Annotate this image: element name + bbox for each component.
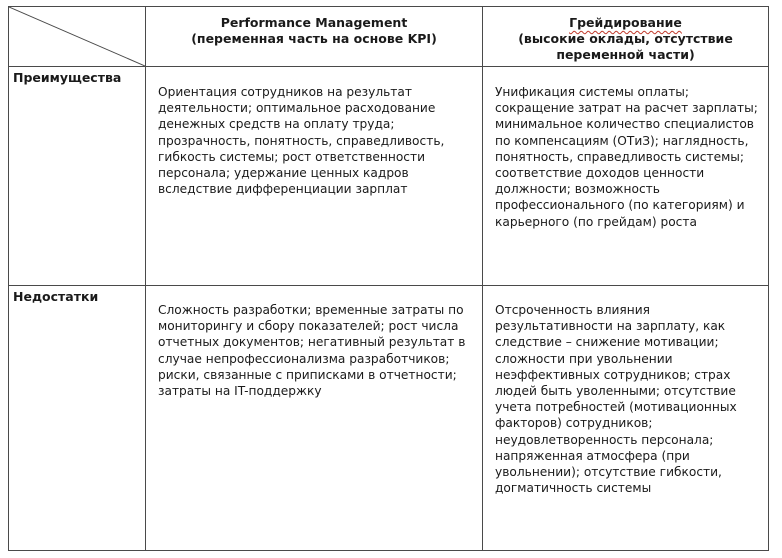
header-row (9, 7, 769, 67)
comparison-table (8, 6, 769, 551)
table-cell: Унификация системы оплаты; сокращение затрат на расчет зарплаты; минимальное количество специалистов по компенсациям (ОТиЗ); наглядность, понятность, справедливость системы; соответствие доходов ценности должности; возможность профессионального (по категориям) и карьерного (по грейдам) роста (483, 67, 769, 286)
column-header-performance-management (146, 7, 483, 67)
diagonal-line (9, 7, 145, 66)
diagonal-corner-cell (9, 7, 146, 67)
column-title: Грейдирование (569, 15, 682, 30)
comparison-table-frame (8, 6, 768, 550)
column-subtitle: (высокие оклады, отсутствие переменной части) (518, 31, 733, 62)
table-cell: Ориентация сотрудников на результат деятельности; оптимальное расходование денежных средств на оплату труда; прозрачность, понятность, справедливость, гибкость системы; рост ответственности персонала; удержание ценных кадров вследствие дифференциации зарплат (146, 67, 483, 286)
table-row-disadvantages (9, 286, 769, 551)
row-label: Преимущества (9, 67, 146, 286)
table-row-advantages (9, 67, 769, 286)
column-title: Performance Management (220, 15, 408, 30)
column-header-grading (483, 7, 769, 67)
table-cell: Сложность разработки; временные затраты по мониторингу и сбору показателей; рост числа отчетных документов; негативный результат в случае непрофессионализма разработчиков; риски, связанные с приписками в отчетности; затраты на IT-поддержку (146, 286, 483, 551)
column-subtitle: (переменная часть на основе KPI) (191, 31, 437, 46)
row-label: Недостатки (9, 286, 146, 551)
table-cell: Отсроченность влияния результативности на зарплату, как следствие – снижение мотивации; сложности при увольнении неэффективных сотрудников; страх людей быть уволенными; отсутствие учета потребностей (мотивационных факторов) сотрудников; неудовлетворенность персонала; напряженная атмосфера (при увольнении); отсутствие гибкости, догматичность системы (483, 286, 769, 551)
